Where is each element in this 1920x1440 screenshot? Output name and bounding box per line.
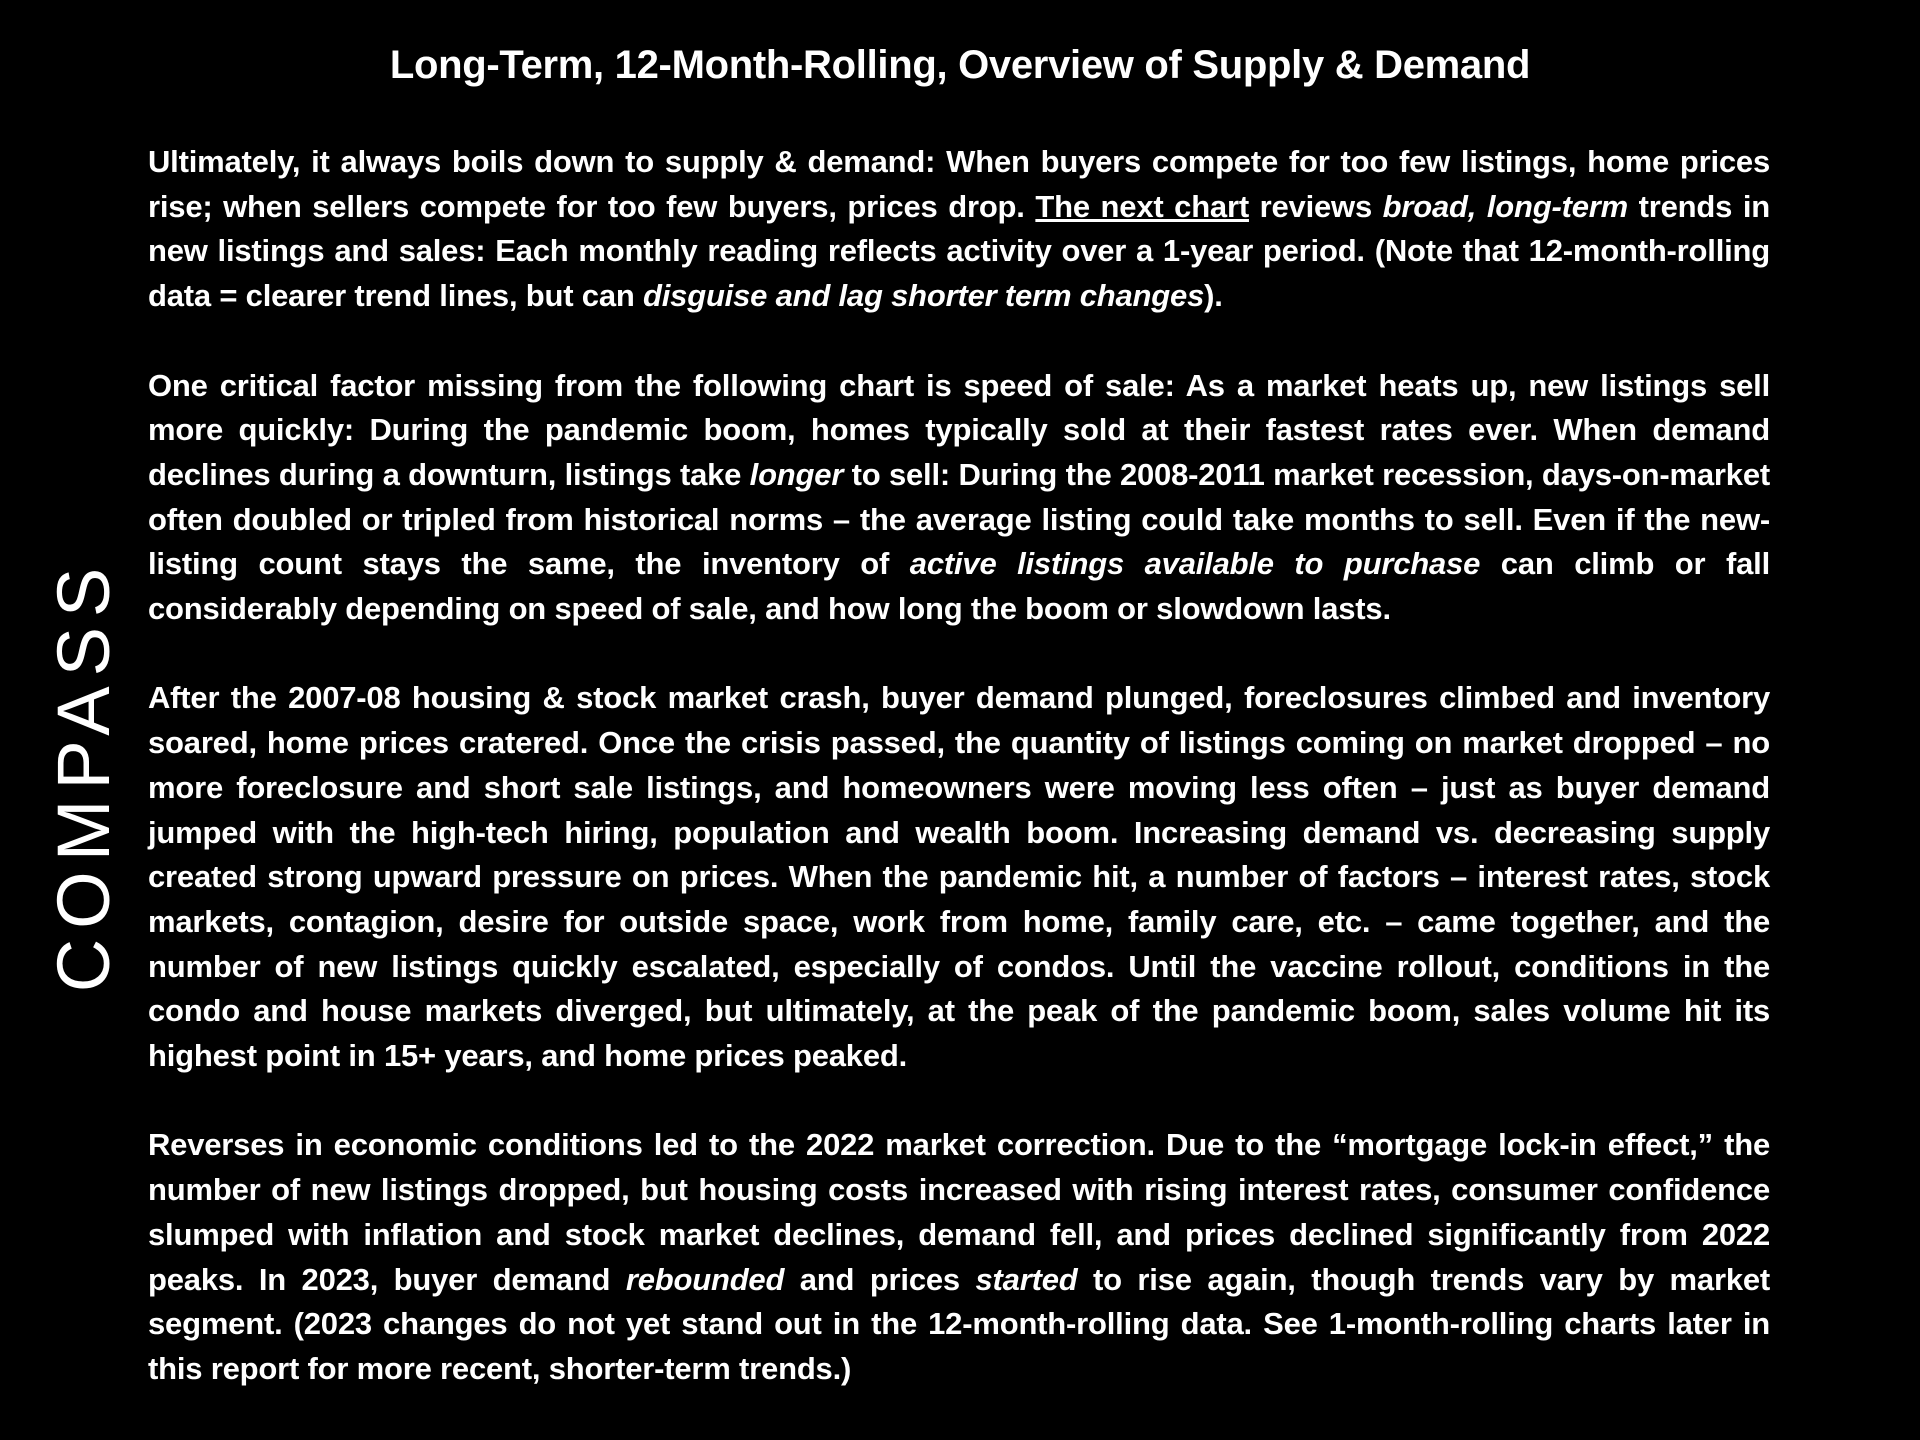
p1-text-d: ). (1204, 278, 1223, 314)
p2-emphasis-1: longer (749, 456, 844, 492)
p4-text-a: Reverses in economic conditions led to the 2022 market correction. Due to the “mortgage lock-in effect,” the number of new listings dropped, but housing costs increased with rising interest rates, consumer confidence slumped with inflation and stock market declines, demand fell, and prices declined significantly from 2022 peaks. In 2023, buyer demand (148, 1127, 1770, 1297)
next-chart-link[interactable]: The next chart (1035, 188, 1249, 224)
p4-emphasis-1: rebounded (625, 1261, 785, 1297)
p1-text-a: Ultimately, it always boils down to supply & demand: When buyers compete for too few listings, home prices rise; when sellers compete for too few buyers, prices drop. (148, 144, 1770, 224)
paragraph-speed-of-sale (148, 364, 1770, 632)
p1-text-c: trends in new listings and sales: Each monthly reading reflects activity over a 1-year period. (Note that 12-month-rolling data = clearer trend lines, but can (148, 188, 1771, 314)
page-title: Long-Term, 12-Month-Rolling, Overview of Supply & Demand (389, 43, 1531, 87)
p2-text-a: One critical factor missing from the following chart is speed of sale: As a market heats up, new listings sell more quickly: During the pandemic boom, homes typically sold at their fastest rates ever. When demand declines during a downturn, listings take (148, 367, 1770, 492)
body-text (148, 140, 1770, 1436)
compass-logo: COMPASS (42, 557, 125, 993)
p1-emphasis-2: disguise and lag shorter term changes (643, 278, 1205, 314)
paragraph-2022-correction (148, 1123, 1770, 1391)
p2-text-c: can climb or fall considerably depending on speed of sale, and how long the boom or slowdown lasts. (148, 546, 1771, 627)
p2-text-b: to sell: During the 2008-2011 market recession, days-on-market often doubled or tripled from historical norms – the average listing could take months to sell. Even if the new-listing count stays the same, the inventory of (148, 456, 1770, 582)
paragraph-market-history (148, 676, 1770, 1078)
paragraph-supply-demand (148, 140, 1770, 319)
p3-text: After the 2007-08 housing & stock market crash, buyer demand plunged, foreclosures climbed and inventory soared, home prices cratered. Once the crisis passed, the quantity of listings coming on market dropped – no more foreclosure and short sale listings, and homeowners were moving less often – just as buyer demand jumped with the high-tech hiring, population and wealth boom. Increasing demand vs. decreasing supply created strong upward pressure on prices. When the pandemic hit, a number of factors – interest rates, stock markets, contagion, desire for outside space, work from home, family care, etc. – came together, and the number of new listings quickly escalated, especially of condos. Until the vaccine rollout, conditions in the condo and house markets diverged, but ultimately, at the peak of the pandemic boom, sales volume hit its highest point in 15+ years, and home prices peaked. (148, 680, 1770, 1074)
p1-text-b: reviews (1248, 188, 1383, 224)
p4-emphasis-2: started (975, 1261, 1078, 1297)
p4-text-b: and prices (784, 1261, 976, 1297)
p1-emphasis-1: broad, long-term (1382, 188, 1628, 224)
p4-text-c: to rise again, though trends vary by market segment. (2023 changes do not yet stand out in the 12-month-rolling data. See 1-month-rolling charts later in this report for more recent, shorter-term trends.) (148, 1261, 1771, 1386)
p2-emphasis-2: active listings available to purchase (909, 546, 1481, 582)
